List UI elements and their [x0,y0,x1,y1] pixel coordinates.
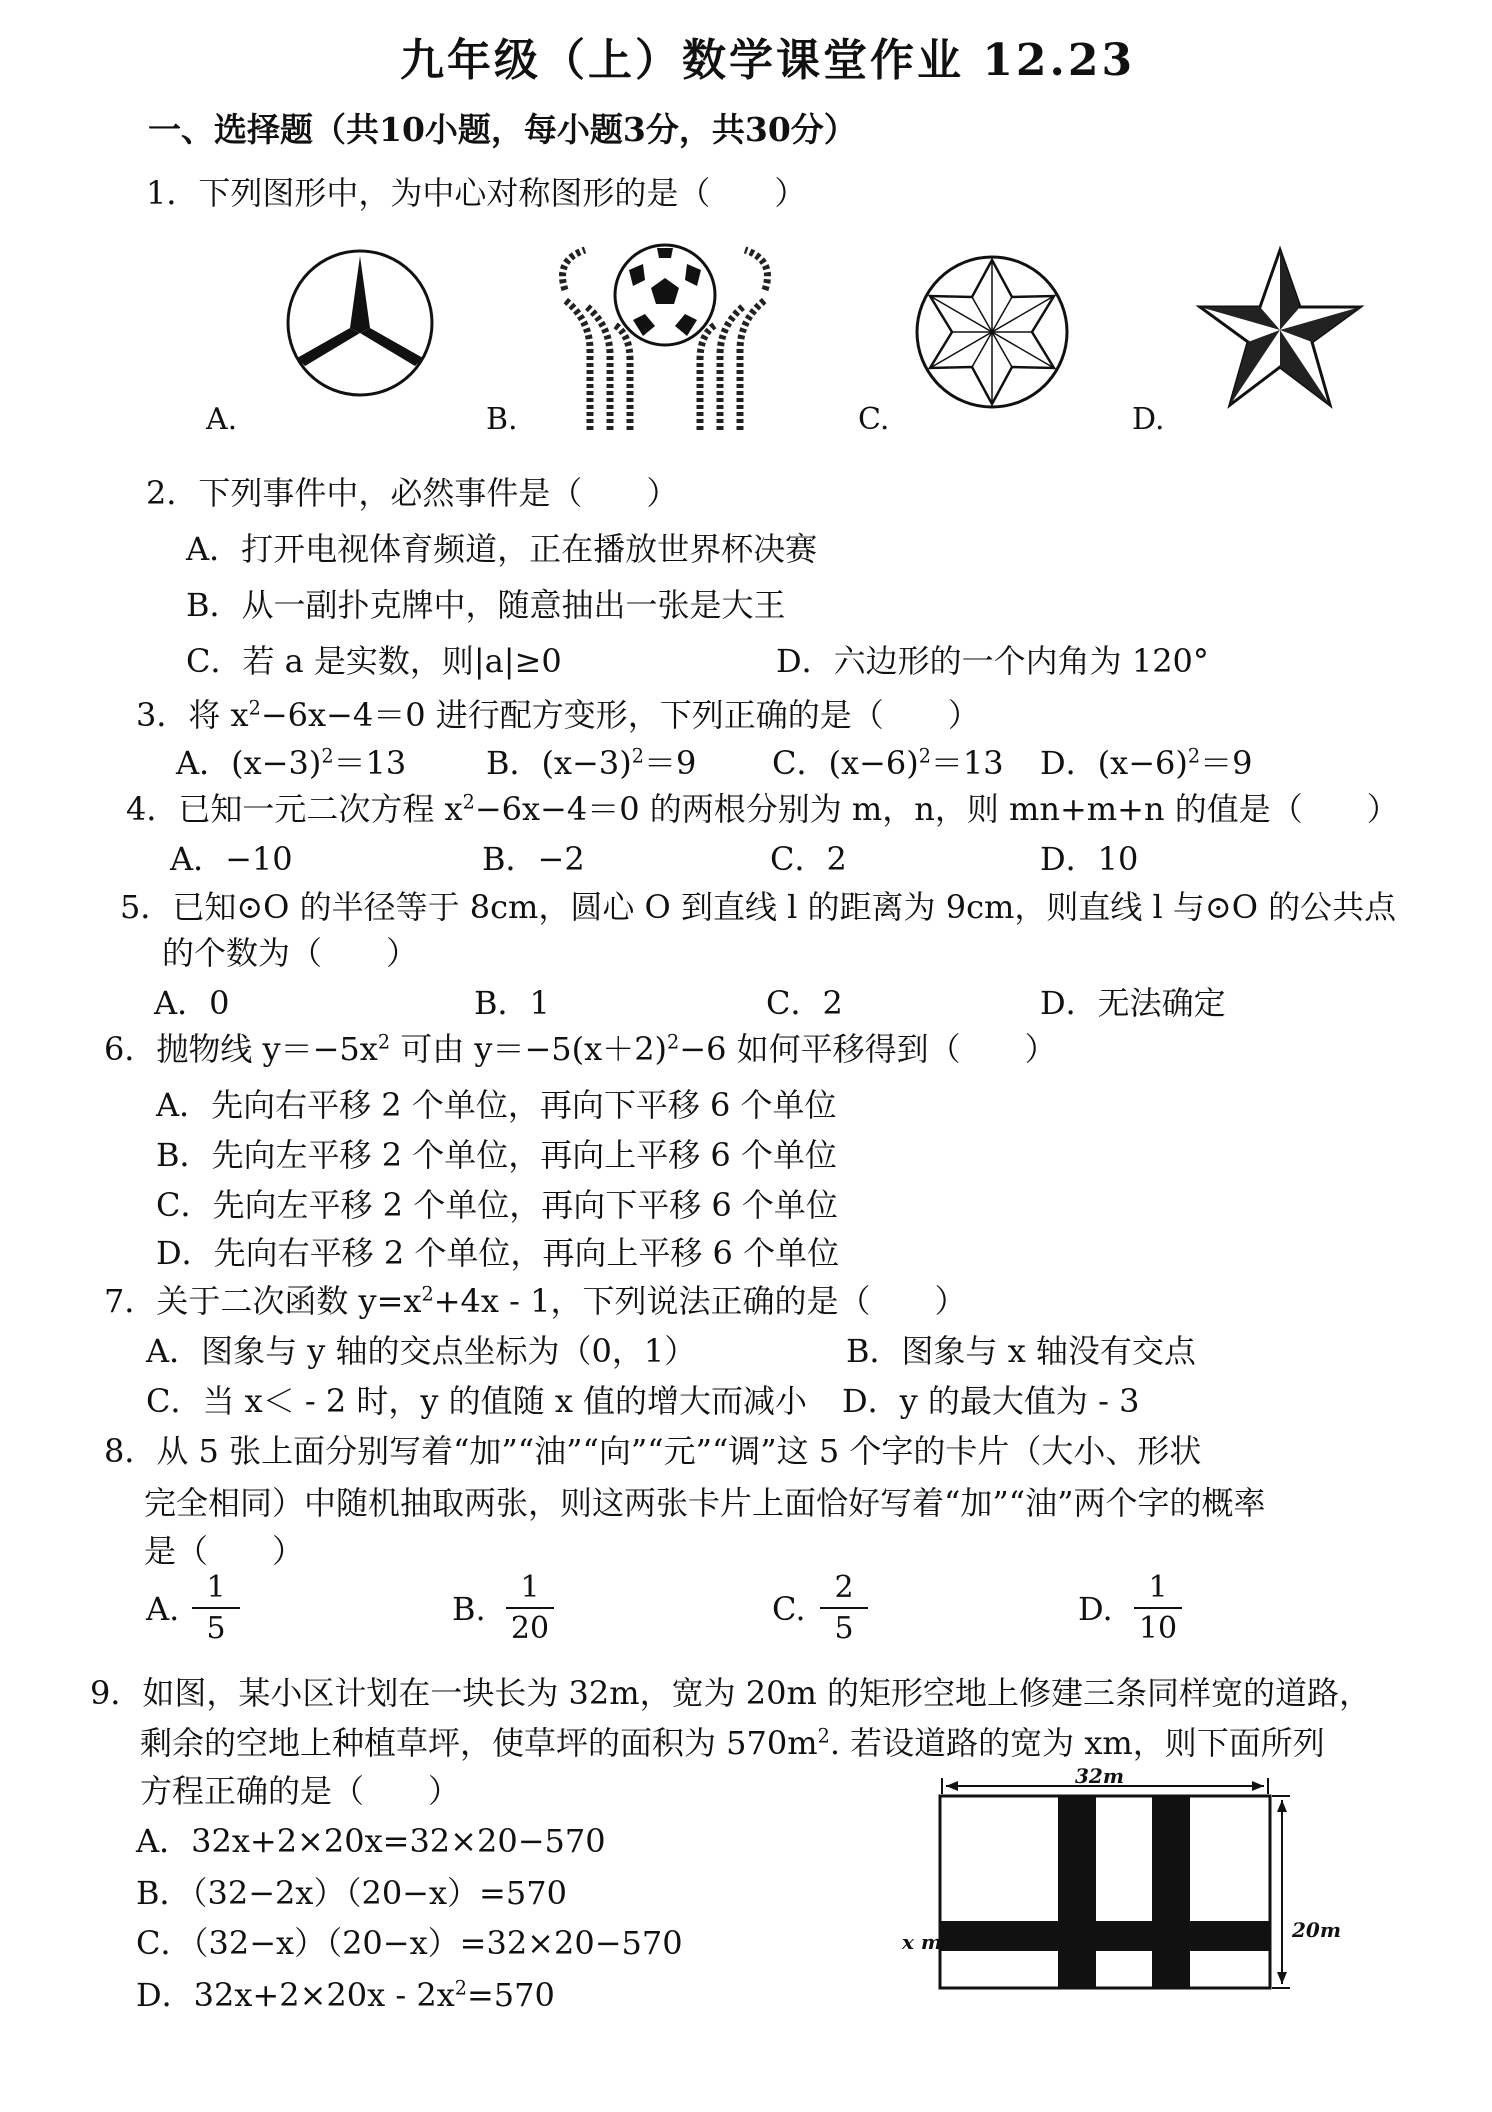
question-5-stem-line1: 5．已知⊙O 的半径等于 8cm，圆心 O 到直线 l 的距离为 9cm，则直线 l 与⊙O 的公共点 [120,888,1397,926]
q3-option-b: B．$(x-3)^2=9$ [486,744,697,782]
q4-option-a: A．−10 [170,840,293,878]
q2-option-a: A．打开电视体育频道，正在播放世界杯决赛 [186,530,818,568]
q9-option-b: B．（32−2x）（20−x）=570 [136,1874,567,1912]
q8-fraction-c: 2 5 [814,1570,874,1646]
q8-label-a: A. [146,1590,180,1628]
q2-option-c: C．若 a 是实数，则|a|≥0 [186,642,562,680]
q5-option-b: B．1 [474,984,550,1022]
q6-option-a: A．先向右平移 2 个单位，再向下平移 6 个单位 [156,1086,837,1124]
mercedes-circle-figure [285,248,435,398]
q7-option-a: A．图象与 y 轴的交点坐标为（0，1） [146,1332,697,1370]
figure-label-length: 32m [1075,1764,1124,1788]
q6-option-d: D．先向右平移 2 个单位，再向上平移 6 个单位 [156,1234,840,1272]
q1-label-b: B. [486,402,518,437]
figure-label-width: 20m [1292,1918,1341,1942]
q2-option-d: D．六边形的一个内角为 120° [776,642,1209,680]
q7-option-d: D．y 的最大值为 - 3 [842,1382,1140,1420]
q2-option-b: B．从一副扑克牌中，随意抽出一张是大王 [186,586,786,624]
question-9-stem-line1: 9．如图，某小区计划在一块长为 32m，宽为 20m 的矩形空地上修建三条同样宽的道路， [90,1674,1372,1712]
question-5-stem-line2: 的个数为（ ） [162,934,419,972]
page-title: 九年级（上）数学课堂作业 12.23 [400,35,1136,86]
soccer-ball-logo-figure [545,240,785,430]
q3-option-c: C．$(x-6)^2=13$ [772,744,1004,782]
q8-fraction-d: 1 10 [1128,1570,1188,1646]
q8-fraction-a: 1 5 [186,1570,246,1646]
q7-option-b: B．图象与 x 轴没有交点 [846,1332,1196,1370]
section-heading: 一、选择题（共10小题，每小题3分，共30分） [148,110,857,149]
q9-option-a: A．32x+2×20x=32×20−570 [136,1822,606,1860]
q4-option-b: B．−2 [482,840,585,878]
five-point-star-figure [1190,245,1370,415]
question-7-stem: 7．关于二次函数 $y=x^2+4x - 1$，下列说法正确的是（ ） [104,1282,967,1320]
q3-option-a: A．$(x-3)^2=13$ [176,744,407,782]
q5-option-a: A．0 [154,984,230,1022]
q8-fraction-b: 1 20 [500,1570,560,1646]
q1-label-c: C. [858,402,890,437]
q1-label-a: A. [206,402,238,437]
q6-option-b: B．先向左平移 2 个单位，再向上平移 6 个单位 [156,1136,837,1174]
q5-option-c: C．2 [766,984,843,1022]
question-2-stem: 2．下列事件中，必然事件是（ ） [146,474,679,512]
q6-option-c: C．先向左平移 2 个单位，再向下平移 6 个单位 [156,1186,838,1224]
star-in-circle-figure [912,252,1072,412]
question-9-stem-line2: 剩余的空地上种植草坪，使草坪的面积为 $570m^2$. 若设道路的宽为 xm，则下面所列 [140,1724,1325,1762]
q8-label-b: B. [452,1590,486,1628]
question-6-stem: 6．抛物线 $y=-5x^2$ 可由 $y=-5(x+2)^2-6$ 如何平移得到（ ） [104,1030,1057,1068]
q7-option-c: C．当 x＜ - 2 时，y 的值随 x 值的增大而减小 [146,1382,808,1420]
question-9-stem-line3: 方程正确的是（ ） [140,1772,461,1810]
road-rectangle-diagram [880,1766,1320,1996]
q9-option-c: C．（32−x）（20−x）=32×20−570 [136,1924,683,1962]
q5-option-d: D．无法确定 [1040,984,1226,1022]
question-4-stem: 4．已知一元二次方程 $x^2-6x-4=0$ 的两根分别为 m，n，则 mn+m+n 的值是（ ） [126,790,1399,828]
figure-label-road-width: x m [902,1930,943,1954]
question-1-stem: 1．下列图形中，为中心对称图形的是（ ） [146,174,807,212]
q4-option-d: D．10 [1040,840,1139,878]
question-8-stem-line3: 是（ ） [144,1532,305,1570]
question-8-stem-line2: 完全相同）中随机抽取两张，则这两张卡片上面恰好写着“加”“油”两个字的概率 [144,1484,1266,1522]
q1-label-d: D. [1132,402,1165,437]
q8-label-c: C. [772,1590,806,1628]
q9-option-d: D．$32x+2\times 20x - 2x^2=570$ [136,1976,555,2014]
question-3-stem: 3．将 $x^2-6x-4=0$ 进行配方变形，下列正确的是（ ） [136,696,980,734]
question-8-stem-line1: 8．从 5 张上面分别写着“加”“油”“向”“元”“调”这 5 个字的卡片（大小、形状 [104,1432,1202,1470]
q8-label-d: D. [1078,1590,1113,1628]
q3-option-d: D．$(x-6)^2=9$ [1040,744,1253,782]
q4-option-c: C．2 [770,840,847,878]
